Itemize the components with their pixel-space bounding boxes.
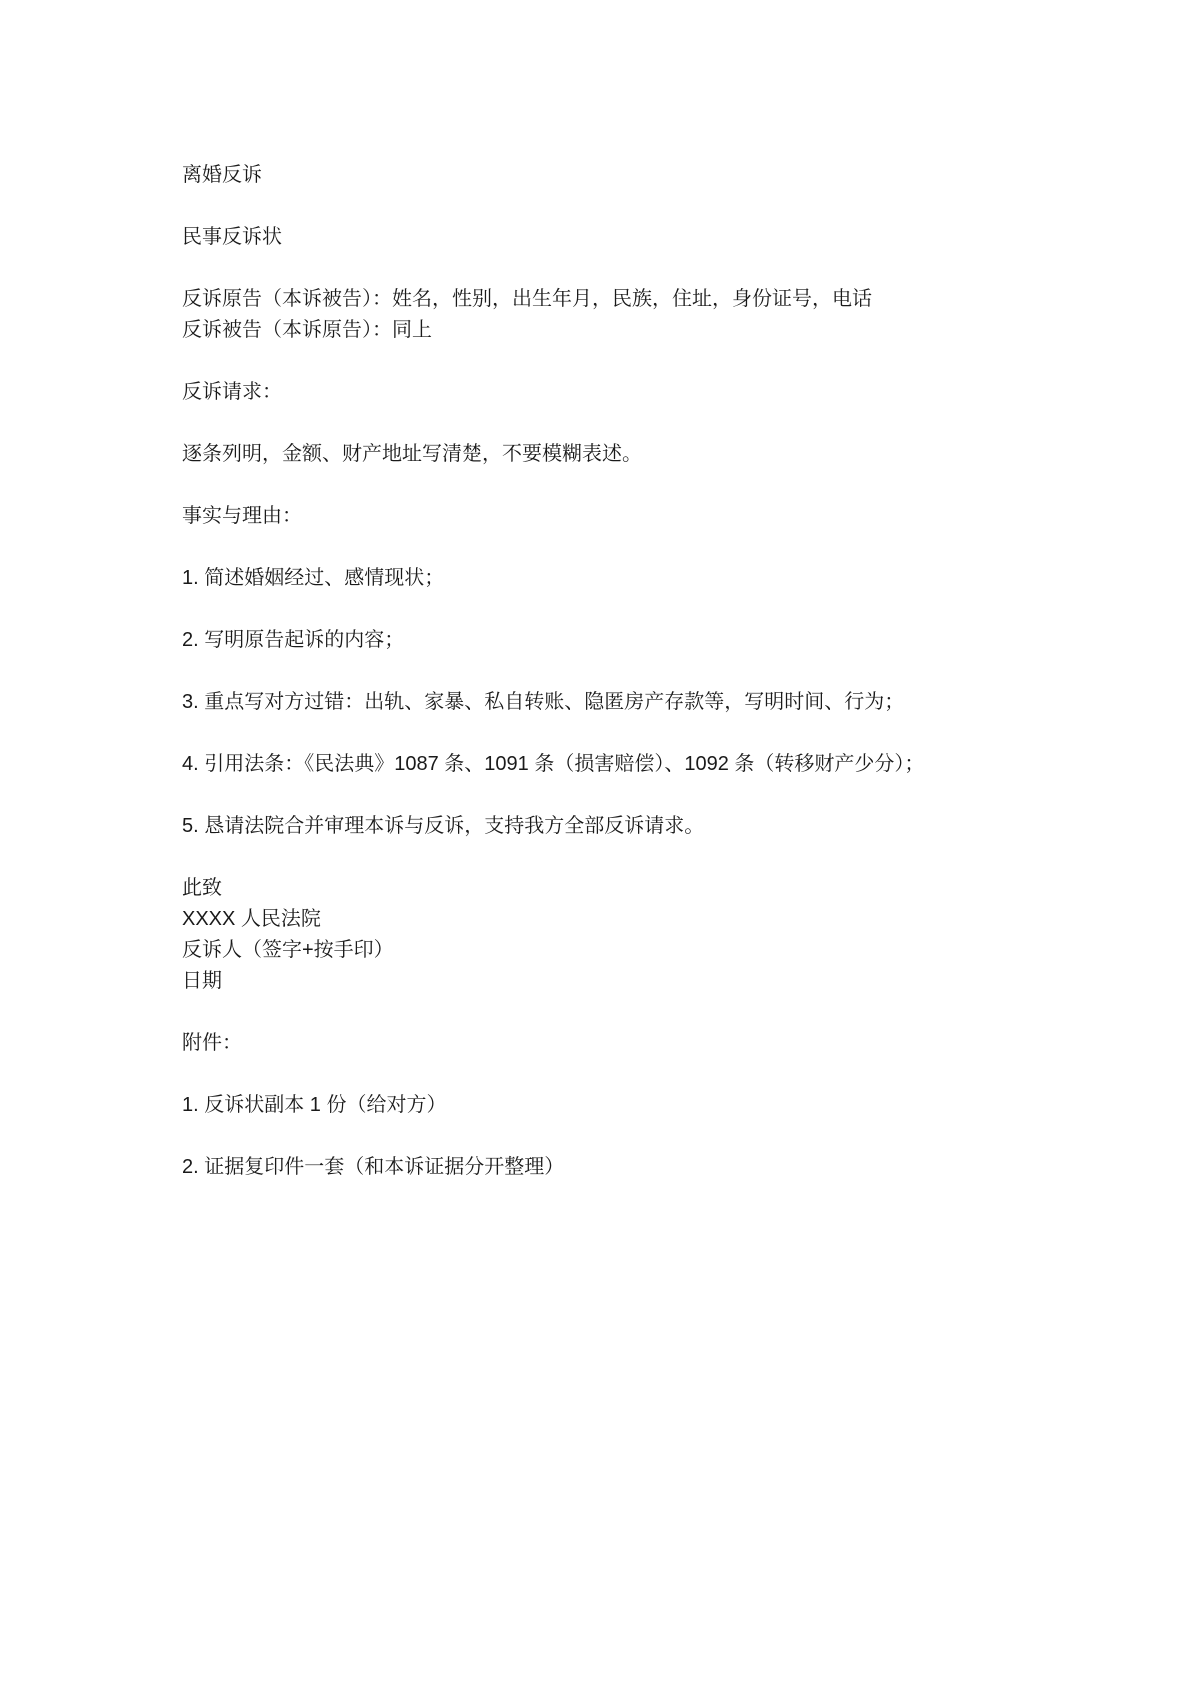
spacer [182,780,1042,811]
attachment-item: 2. 证据复印件一套（和本诉证据分开整理） [182,1156,565,1178]
spacer [182,997,1042,1028]
facts-item: 5. 恳请法院合并审理本诉与反诉，支持我方全部反诉请求。 [182,815,705,837]
spacer [182,656,1042,687]
counter-defendant-line: 反诉被告（本诉原告）：同上 [182,319,432,341]
closing-salutation: 此致 [182,877,222,899]
document-title: 离婚反诉 [182,164,262,186]
closing-date: 日期 [182,970,222,992]
closing-court: XXXX 人民法院 [182,908,321,930]
spacer [182,253,1042,284]
attachments-heading: 附件： [182,1032,242,1054]
spacer [182,718,1042,749]
claims-heading: 反诉请求： [182,381,282,403]
spacer [182,842,1042,873]
facts-item: 2. 写明原告起诉的内容； [182,629,405,651]
counter-plaintiff-line: 反诉原告（本诉被告）：姓名，性别，出生年月，民族，住址，身份证号，电话 [182,288,872,310]
facts-item: 4. 引用法条：《民法典》1087 条、1091 条（损害赔偿）、1092 条（转移财产少分）； [182,753,925,775]
spacer [182,346,1042,377]
facts-item: 3. 重点写对方过错：出轨、家暴、私自转账、隐匿房产存款等，写明时间、行为； [182,691,905,713]
facts-item: 1. 简述婚姻经过、感情现状； [182,567,445,589]
facts-heading: 事实与理由： [182,505,302,527]
closing-signer: 反诉人（签字+按手印） [182,939,394,961]
attachment-item: 1. 反诉状副本 1 份（给对方） [182,1094,447,1116]
spacer [182,594,1042,625]
spacer [182,191,1042,222]
document-type: 民事反诉状 [182,226,282,248]
document-body [182,160,1042,1183]
spacer [182,1059,1042,1090]
claims-text: 逐条列明，金额、财产地址写清楚，不要模糊表述。 [182,443,642,465]
spacer [182,470,1042,501]
spacer [182,1121,1042,1152]
spacer [182,532,1042,563]
spacer [182,408,1042,439]
